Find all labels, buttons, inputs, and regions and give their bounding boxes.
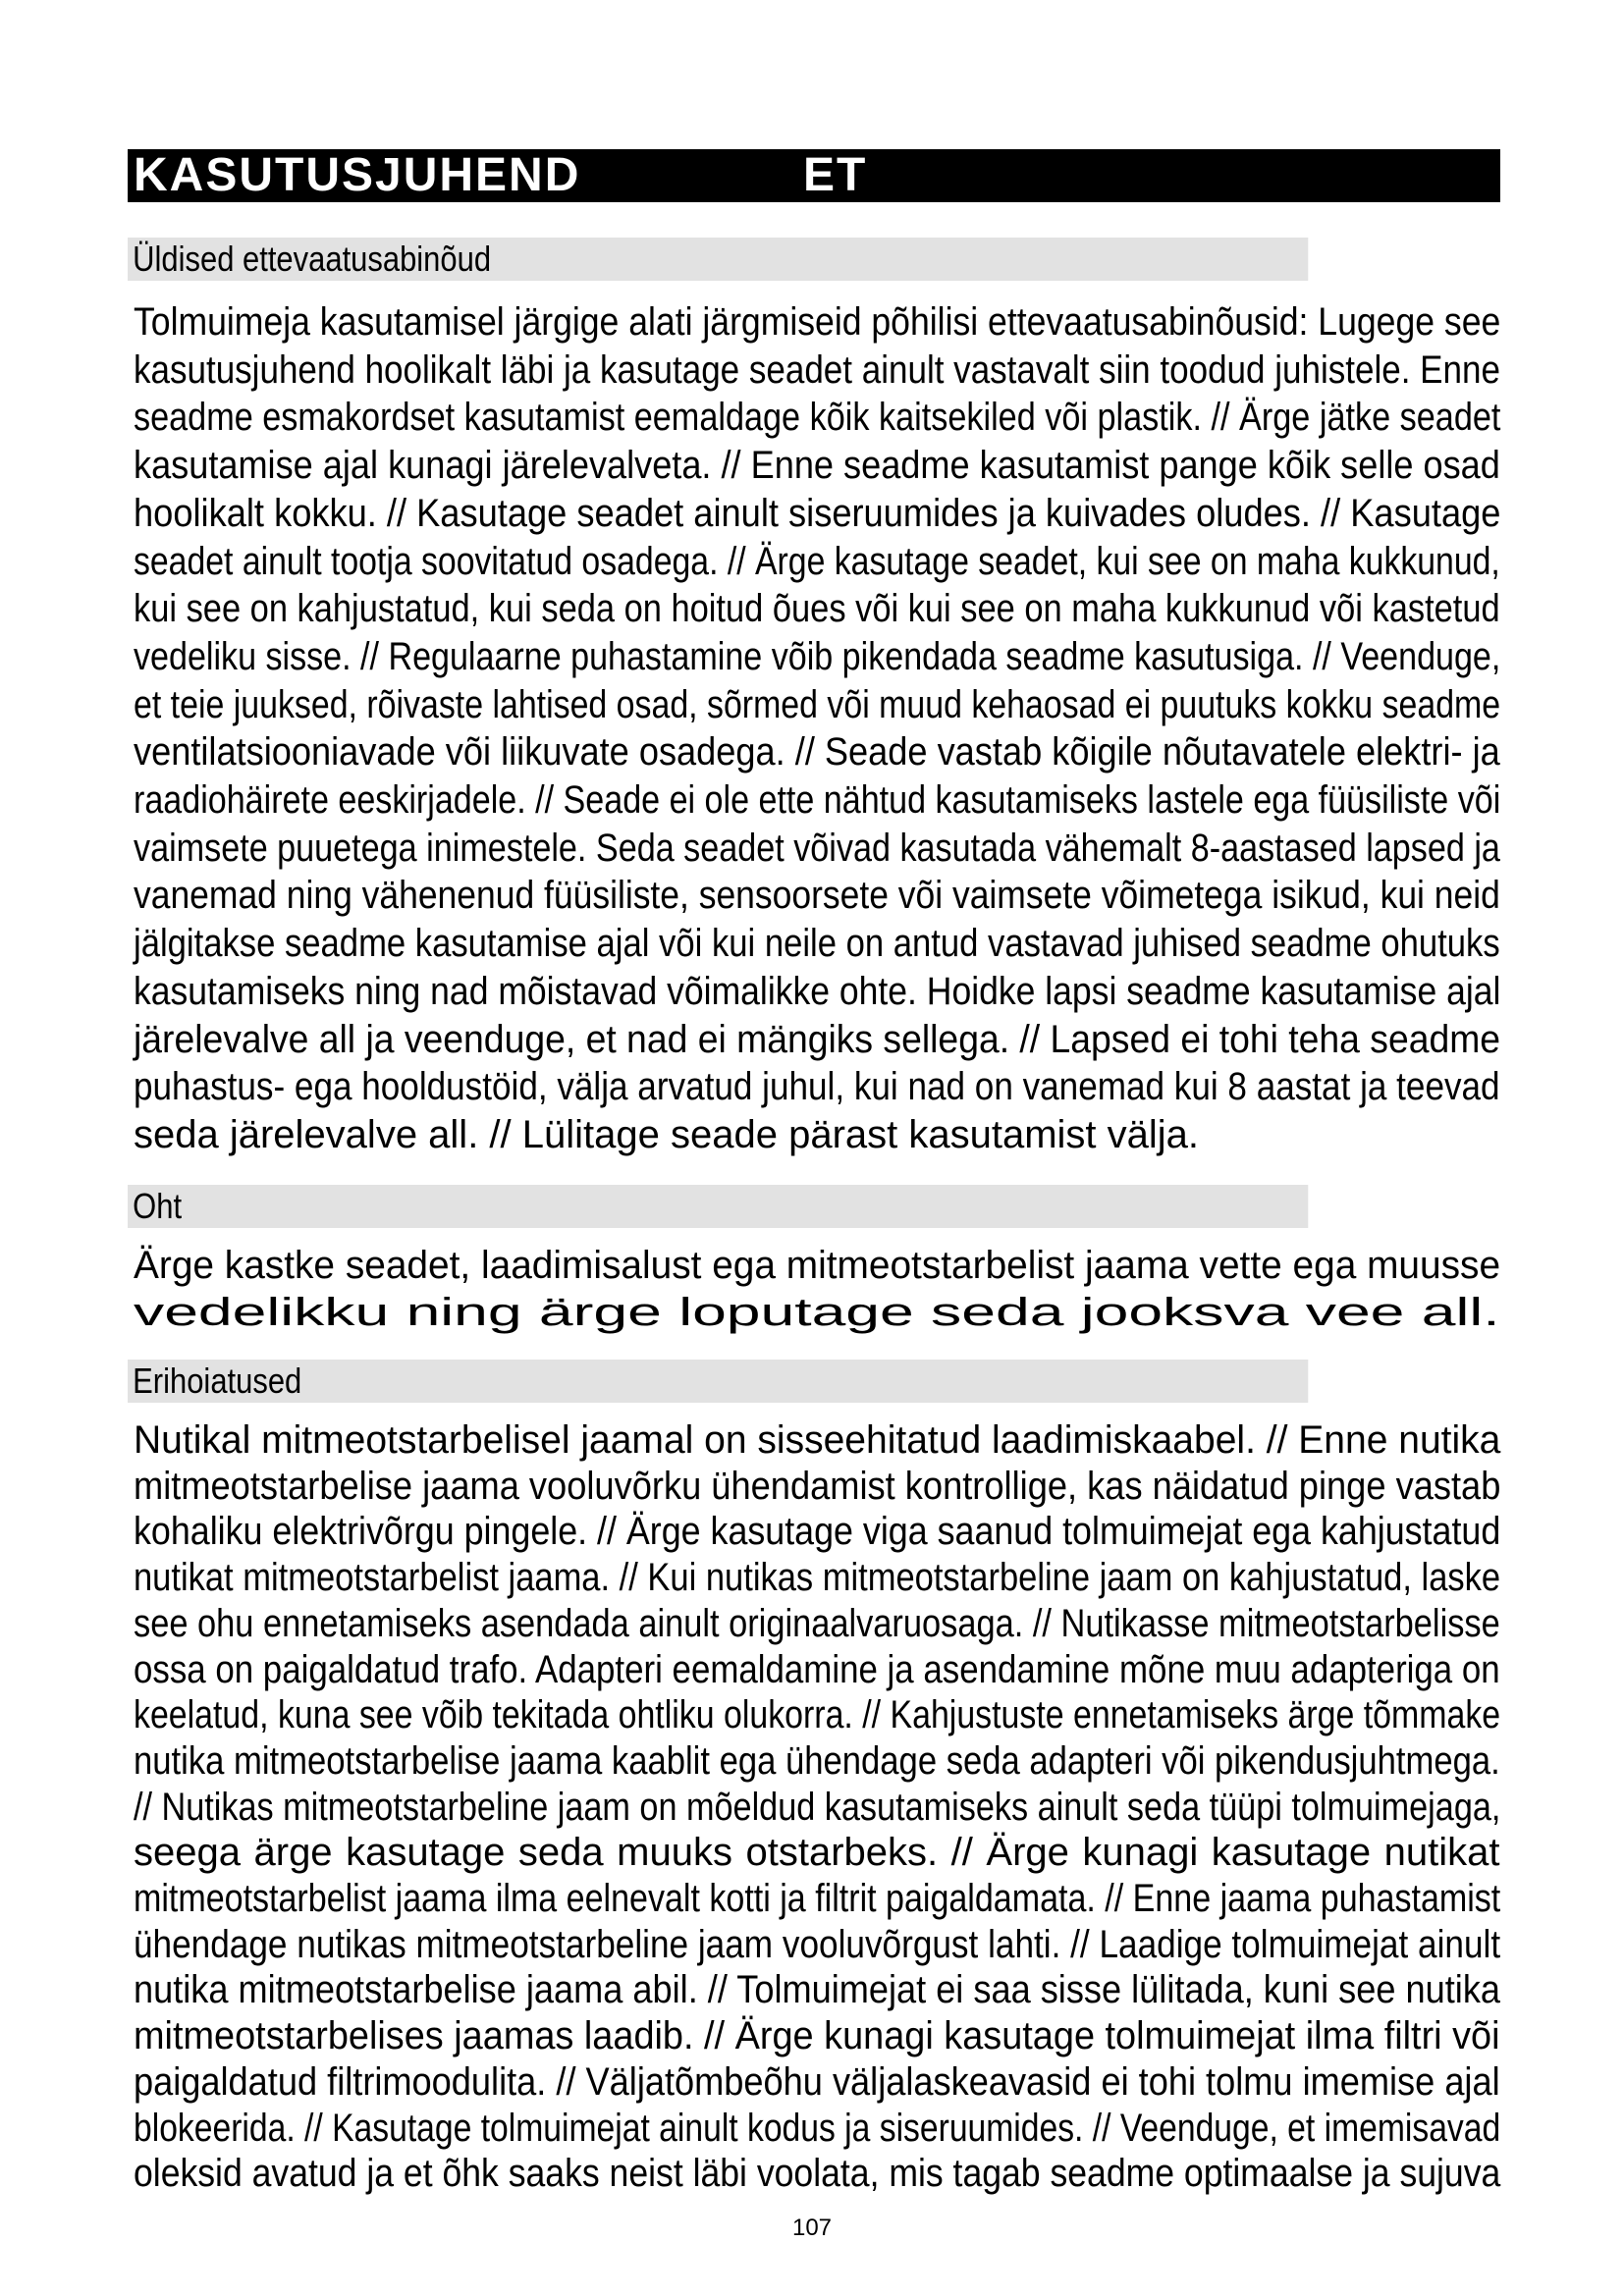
section-heading-general-precautions [128,238,1308,281]
body-text-line: järelevalve all ja veenduge, et nad ei mängiks sellega. // Lapsed ei tohi teha seadme [134,1017,1501,1061]
body-text-line: kasutusjuhend hoolikalt läbi ja kasutage seadet ainult vastavalt siin toodud juhistele. Enne [134,347,1500,392]
body-text-line: Nutikal mitmeotstarbelisel jaamal on sisseehitatud laadimiskaabel. // Enne nutika [134,1418,1501,1462]
body-text-line: puhastus- ega hooldustöid, välja arvatud juhul, kui nad on vanemad kui 8 aastat ja teevad [134,1065,1500,1109]
section-heading-special-warnings [128,1360,1308,1403]
body-text-line: kasutamise ajal kunagi järelevalveta. // Enne seadme kasutamist pange kõik selle osad [134,444,1500,488]
body-text-line: ühendage nutikas mitmeotstarbeline jaam vooluvõrgust lahti. // Laadige tolmuimejat ainult [134,1922,1501,1966]
body-text-line: vanemad ning vähenenud füüsiliste, sensoorsete või vaimsete võimetega isikud, kui neid [134,874,1500,918]
body-text-line: blokeerida. // Kasutage tolmuimejat ainult kodus ja siseruumides. // Veenduge, et imemisavad [134,2106,1501,2150]
body-text-line: see ohu ennetamiseks asendada ainult originaalvaruosaga. // Nutikasse mitmeotstarbelisse [134,1601,1500,1645]
body-text-line: nutikat mitmeotstarbelist jaama. // Kui nutikas mitmeotstarbeline jaam on kahjustatud, laske [134,1556,1501,1600]
section-heading-text: Üldised ettevaatusabinõud [133,239,492,279]
body-text-line: mitmeotstarbelises jaamas laadib. // Ärge kunagi kasutage tolmuimejat ilma filtri või [134,2014,1500,2058]
body-text-line: kohaliku elektrivõrgu pingele. // Ärge kasutage viga saanud tolmuimejat ega kahjustatud [134,1510,1501,1554]
section-heading-text: Oht [133,1186,183,1226]
body-text-line: seega ärge kasutage seda muuks otstarbeks. // Ärge kunagi kasutage nutikat [134,1831,1500,1875]
language-code: ET [803,149,868,201]
body-text-line: et teie juuksed, rõivaste lahtised osad, sõrmed või muud kehaosad ei puutuks kokku seadme [134,682,1501,726]
body-text-line: jälgitakse seadme kasutamise ajal või kui neile on antud vastavad juhised seadme ohutuks [134,922,1500,966]
body-text-line: Tolmuimeja kasutamisel järgige alati järgmiseid põhilisi ettevaatusabinõusid: Lugege see [134,300,1501,344]
body-text-line: nutika mitmeotstarbelise jaama kaablit ega ühendage seda adapteri või pikendusjuhtmega. [134,1738,1500,1783]
body-text-line: // Nutikas mitmeotstarbeline jaam on mõeldud kasutamiseks ainult seda tüüpi tolmuimejaga, [134,1785,1501,1829]
document-title-bar [128,149,1500,202]
body-text-line: paigaldatud filtrimoodulita. // Väljatõmbeõhu väljalaskeavasid ei tohi tolmu imemise ajal [134,2059,1500,2104]
body-text-line: oleksid avatud ja et õhk saaks neist läbi voolata, mis tagab seadme optimaalse ja sujuva [134,2152,1501,2196]
body-text-line: hoolikalt kokku. // Kasutage seadet ainult siseruumides ja kuivades oludes. // Kasutage [134,491,1501,535]
section-heading-text: Erihoiatused [133,1361,302,1401]
body-text-line: vedeliku sisse. // Regulaarne puhastamine võib pikendada seadme kasutusiga. // Veenduge, [134,634,1501,678]
body-text-line: vedelikku ning ärge loputage seda jooksva vee all. [134,1291,1500,1334]
body-text-line: kasutamiseks ning nad mõistavad võimalikke ohte. Hoidke lapsi seadme kasutamise ajal [134,969,1501,1013]
section-heading-danger [128,1185,1308,1228]
body-text-line: nutika mitmeotstarbelise jaama abil. // Tolmuimejat ei saa sisse lülitada, kuni see nutika [134,1968,1500,2012]
body-text-line: vaimsete puuetega inimestele. Seda seadet võivad kasutada vähemalt 8-aastased lapsed ja [134,826,1500,870]
body-text-line: kui see on kahjustatud, kui seda on hoitud õues või kui see on maha kukkunud või kastetud [134,587,1500,631]
body-text-line: mitmeotstarbelise jaama vooluvõrku ühendamist kontrollige, kas näidatud pinge vastab [134,1464,1501,1508]
body-text-line: keelatud, kuna see võib tekitada ohtliku olukorra. // Kahjustuste ennetamiseks ärge tõmmake [134,1693,1501,1737]
page-number: 107 [791,2215,833,2241]
document-title: KASUTUSJUHEND [134,149,581,201]
body-text-line: raadiohäirete eeskirjadele. // Seade ei ole ette nähtud kasutamiseks lastele ega füüsiliste või [134,778,1501,822]
body-text-line: seadet ainult tootja soovitatud osadega. // Ärge kasutage seadet, kui see on maha kukkunud, [134,539,1500,583]
body-text-line: seadme esmakordset kasutamist eemaldage kõik kaitsekiled või plastik. // Ärge jätke seadet [134,396,1501,440]
body-text-line: mitmeotstarbelist jaama ilma eelnevalt kotti ja filtrit paigaldamata. // Enne jaama puhastamist [134,1877,1501,1920]
body-text-line: ventilatsiooniavade või liikuvate osadega. // Seade vastab kõigile nõutavatele elektri- ja [134,730,1500,774]
body-text-line: ossa on paigaldatud trafo. Adapteri eemaldamine ja asendamine mõne muu adapteriga on [134,1647,1500,1691]
body-text-line: Ärge kastke seadet, laadimisalust ega mitmeotstarbelist jaama vette ega muusse [134,1244,1501,1287]
body-text-line: seda järelevalve all. // Lülitage seade pärast kasutamist välja. [134,1112,1200,1156]
